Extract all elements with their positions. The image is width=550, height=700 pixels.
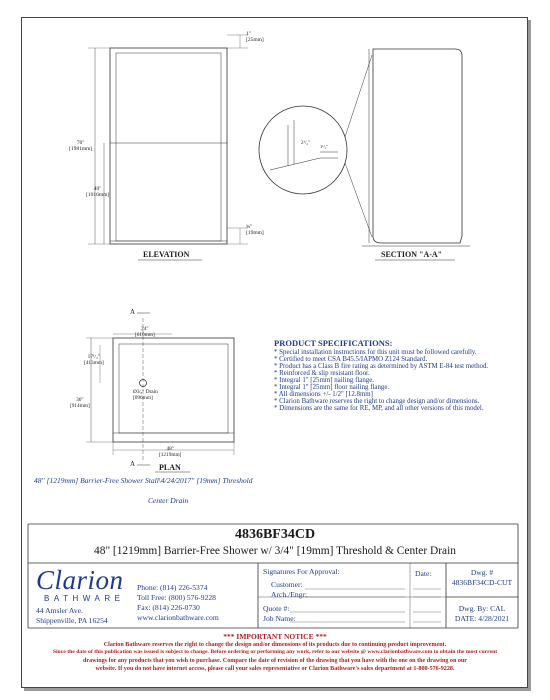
notice-line: Since the date of this publication was issued is subject to change. Before ordering or performing any work, refer to our website @ www.clarionbathware.com to obtain the most current xyxy=(52,649,498,656)
section-detail-circle xyxy=(259,106,347,194)
section-label: SECTION "A-A" xyxy=(381,250,443,259)
dim-plan-depth-in: 36" xyxy=(76,397,84,403)
spec-item: * Special installation instructions for this unit must be followed carefully. xyxy=(274,349,477,356)
signatures-label: Signatures For Approval: xyxy=(263,567,340,576)
spec-text: Product has a Class B fire rating as determined by ASTM E-84 test method. xyxy=(279,363,489,370)
notice-title: *** IMPORTANT NOTICE *** xyxy=(223,632,327,641)
quote-label: Quote #: xyxy=(263,604,290,613)
elevation-label: ELEVATION xyxy=(143,250,190,259)
dim-top-offset-in: 1" xyxy=(246,31,251,37)
section-profile xyxy=(373,49,462,243)
arch-label: Arch./Engr: xyxy=(271,590,308,599)
spec-text: Integral 1" [25mm] floor nailing flange. xyxy=(279,384,390,391)
dim-plan-width xyxy=(135,326,155,338)
section-marker-bottom: A xyxy=(130,460,136,468)
drawing-date: DATE: 4/28/2021 xyxy=(454,614,510,623)
dim-threshold xyxy=(246,224,264,236)
section-dim-flange: 2¹/₂" xyxy=(301,141,311,146)
dim-plan-17-mm: [413mm] xyxy=(84,360,104,366)
dim-height-total-in: 76" xyxy=(76,140,85,146)
spec-item: * Integral 1" [25mm] nailing flange. xyxy=(274,377,375,384)
fax: Fax: (814) 226-0730 xyxy=(137,603,200,612)
dim-plan-total-in: 48" xyxy=(166,446,174,452)
model-number: 4836BF34CD xyxy=(234,527,316,542)
website[interactable]: www.clarionbathware.com xyxy=(137,613,219,622)
dim-height-lower xyxy=(86,186,109,198)
spec-item: * Clarion Bathware reserves the right to change design and/or dimensions. xyxy=(274,398,480,405)
spec-item: * Certified to meet CSA B45.5/IAPMO Z124 Standard. xyxy=(274,356,428,363)
date-label: Date: xyxy=(415,569,432,578)
dim-drain-in: Ø3⁄₈" Drain xyxy=(133,389,158,395)
address-line-2: Shippenville, PA 16254 xyxy=(36,616,108,625)
dim-threshold-in: ¾" xyxy=(246,224,253,230)
dim-plan-total xyxy=(159,446,181,458)
dim-plan-width-in: 24" xyxy=(141,326,149,332)
spec-item: * Reinforced & slip resistant floor. xyxy=(274,370,370,377)
customer-label: Customer: xyxy=(271,580,303,589)
spec-text: Special installation instructions for this unit must be followed carefully. xyxy=(279,349,477,356)
section-marker-top: A xyxy=(130,308,136,316)
product-description: 48" [1219mm] Barrier-Free Shower w/ 3/4" [19mm] Threshold & Center Drain xyxy=(94,545,456,557)
dim-threshold-mm: [19mm] xyxy=(246,230,264,236)
dim-height-total-mm: [1981mm] xyxy=(69,146,93,152)
brand-logo-sub: BATHWARE xyxy=(44,594,125,603)
elevation-inner xyxy=(116,53,221,241)
dim-plan-width-mm: [610mm] xyxy=(135,332,155,338)
job-name-label: Job Name: xyxy=(263,614,296,623)
spec-text: Integral 1" [25mm] nailing flange. xyxy=(279,377,375,384)
dim-plan-depth-mm: [914mm] xyxy=(70,403,90,409)
dim-drain-mm: [096mm] xyxy=(133,395,153,401)
spec-text: Clarion Bathware reserves the right to change design and/or dimensions. xyxy=(279,398,480,405)
plan-caption-2: Center Drain xyxy=(148,496,189,505)
plan-label: PLAN xyxy=(159,463,181,472)
dim-drain xyxy=(133,389,158,401)
notice-line: Clarion Bathware reserves the right to change the design and/or dimensions of its products due to continuing product improvement. xyxy=(103,642,447,648)
dim-plan-17-in: 17¹/₂" xyxy=(87,354,101,360)
spec-item: * Product has a Class B fire rating as determined by ASTM E-84 test method. xyxy=(274,363,489,370)
spec-text: All dimensions +/- 1/2" [12.8mm] xyxy=(278,391,373,398)
dim-height-lower-in: 40" xyxy=(93,186,102,192)
plan-caption: 48" [1219mm] Barrier-Free Shower Stall\4/24/2017" [19mm] Threshold xyxy=(34,476,253,485)
dim-plan-total-mm: [1219mm] xyxy=(159,452,182,458)
dim-plan-depth xyxy=(70,397,90,409)
notice-body xyxy=(30,641,520,673)
plan-outline xyxy=(113,338,234,442)
spec-item: * Dimensions are the same for RE, MP, and all other versions of this model. xyxy=(274,405,484,412)
specs-title: PRODUCT SPECIFICATIONS: xyxy=(274,338,393,348)
spec-text: Dimensions are the same for RE, MP, and all other versions of this model. xyxy=(279,405,484,412)
dim-top-offset xyxy=(246,31,264,43)
dim-height-total xyxy=(69,140,92,152)
address-line-1: 44 Amsler Ave. xyxy=(36,606,83,615)
notice-line: website. If you do not have internet access, please call your sales representative or Clarion Bathware's sales department at 1-800-576-9228. xyxy=(95,666,455,673)
dim-height-lower-mm: [1016mm] xyxy=(86,192,110,198)
dwg-number: 4836BF34CD-CUT xyxy=(451,578,513,587)
spec-item: * All dimensions +/- 1/2" [12.8mm] xyxy=(274,391,373,398)
spec-text: Certified to meet CSA B45.5/IAPMO Z124 Standard. xyxy=(279,356,428,363)
dwg-label: Dwg. # xyxy=(470,568,494,577)
dim-plan-17 xyxy=(84,354,104,366)
spec-text: Reinforced & slip resistant floor. xyxy=(279,370,370,377)
toll-free: Toll Free: (800) 576-9228 xyxy=(137,593,216,602)
dim-top-offset-mm: [25mm] xyxy=(246,37,264,43)
notice-line: drawings for any products that you wish to purchase. Compare the date of revision of the drawing that you have with the one on the drawing on our xyxy=(82,657,468,664)
spec-item: * Integral 1" [25mm] floor nailing flange. xyxy=(274,384,390,391)
specs-list xyxy=(274,349,514,412)
brand-logo: Clarion xyxy=(36,565,124,595)
dwg-by: Dwg. By: CAL xyxy=(458,604,506,613)
section-dim-small: 1¹/₂" xyxy=(320,144,329,149)
elevation-outline xyxy=(110,48,227,244)
phone: Phone: (814) 226-5374 xyxy=(137,583,208,592)
